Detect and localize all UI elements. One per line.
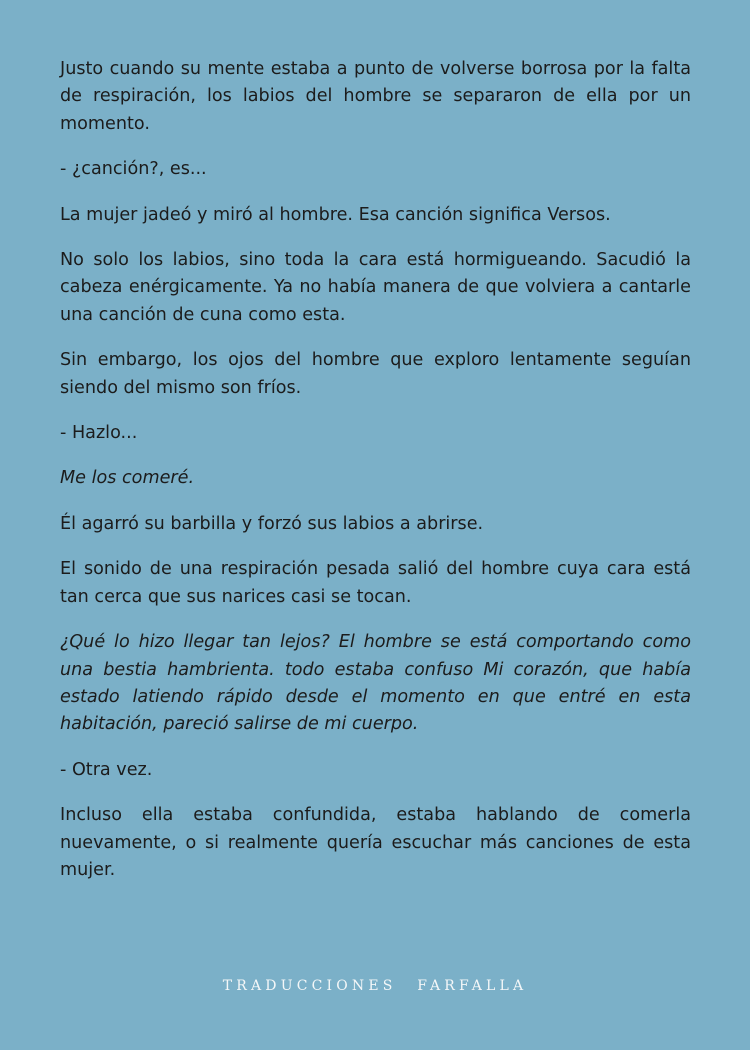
paragraph-8: Él agarró su barbilla y forzó sus labios a abrirse. [60, 513, 484, 534]
footer-credit: TRADUCCIONES FARFALLA [222, 978, 528, 994]
paragraph-11: - Otra vez. [60, 759, 153, 780]
paragraph-10: ¿Qué lo hizo llegar tan lejos? El hombre se está comportando como una bestia hambrienta. todo estaba confuso Mi corazón, que había estado latiendo rápido desde el momento en que entré en esta habitación, pareció salirse de mi cuerpo. [60, 632, 691, 735]
paragraph-2: - ¿canción?, es... [60, 159, 207, 180]
paragraph-1: Justo cuando su mente estaba a punto de volverse borrosa por la falta de respiración, los labios del hombre se separaron de ella por un momento. [60, 59, 691, 134]
paragraph-5: Sin embargo, los ojos del hombre que exploro lentamente seguían siendo del mismo son fríos. [60, 350, 691, 398]
paragraph-6: - Hazlo... [60, 423, 138, 444]
document-body [60, 56, 691, 902]
paragraph-9: El sonido de una respiración pesada salió del hombre cuya cara está tan cerca que sus narices casi se tocan. [60, 559, 691, 607]
paragraph-4: No solo los labios, sino toda la cara está hormigueando. Sacudió la cabeza enérgicamente. Ya no había manera de que volviera a cantarle una canción de cuna como esta. [60, 250, 691, 325]
paragraph-3: La mujer jadeó y miró al hombre. Esa canción significa Versos. [60, 204, 611, 225]
paragraph-12: Incluso ella estaba confundida, estaba hablando de comerla nuevamente, o si realmente quería escuchar más canciones de esta mujer. [60, 805, 691, 880]
paragraph-7: Me los comeré. [60, 468, 195, 489]
